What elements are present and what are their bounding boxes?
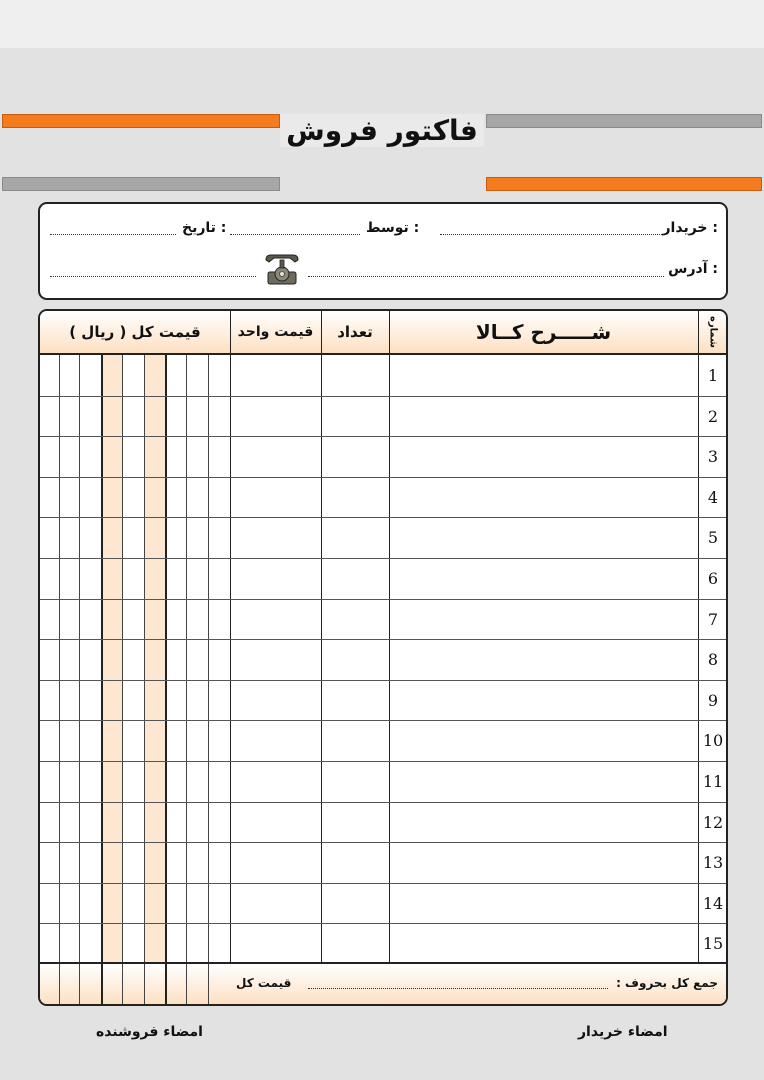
row-number: 5	[707, 528, 719, 548]
invoice-title: فاکتور فروش	[0, 114, 764, 147]
digit-line	[208, 964, 209, 1004]
by-field[interactable]	[230, 234, 360, 235]
table-header-row	[40, 311, 726, 355]
row-divider	[40, 436, 728, 437]
row-divider	[40, 761, 728, 762]
buyer-signature-label: امضاء خریدار	[578, 1024, 668, 1040]
row-divider	[40, 558, 728, 559]
buyer-field[interactable]	[440, 234, 666, 235]
row-divider	[40, 923, 728, 924]
digit-line	[59, 964, 60, 1004]
col-separator	[230, 311, 231, 1006]
table-footer-row	[40, 962, 726, 1004]
row-divider	[40, 802, 728, 803]
row-divider	[40, 396, 728, 397]
buyer-label: خریدار :	[662, 220, 718, 236]
row-number: 12	[702, 812, 724, 832]
row-number: 15	[702, 934, 724, 954]
total-label: قیمت کل	[236, 976, 292, 990]
sum-in-words-label: جمع کل بحروف :	[616, 976, 718, 990]
top-band	[0, 0, 764, 48]
row-divider	[40, 599, 728, 600]
col-header-total-price: قیمت کل ( ریال )	[69, 323, 201, 341]
address-label: آدرس :	[668, 261, 718, 277]
row-number: 13	[702, 853, 724, 873]
col-header-quantity: تعداد	[337, 323, 373, 341]
total-price-stripe-1	[102, 355, 122, 964]
items-table	[38, 309, 728, 1006]
decor-bar-orange-bottom	[486, 177, 762, 191]
row-divider	[40, 517, 728, 518]
sum-in-words-field[interactable]	[308, 988, 608, 989]
row-number: 10	[702, 731, 724, 751]
row-divider	[40, 842, 728, 843]
date-field[interactable]	[50, 234, 176, 235]
digit-line	[186, 964, 187, 1004]
digit-line	[165, 964, 167, 1004]
row-divider	[40, 883, 728, 884]
col-header-number: شماره	[707, 316, 719, 348]
row-number: 7	[707, 609, 719, 629]
row-number: 1	[707, 366, 719, 385]
row-number: 9	[707, 690, 719, 710]
row-divider	[40, 720, 728, 721]
by-label: توسط :	[366, 220, 420, 236]
customer-info-box	[38, 202, 728, 300]
row-divider	[40, 477, 728, 478]
col-header-description: شـــــرح کــالا	[475, 320, 612, 344]
digit-line	[122, 964, 123, 1004]
row-number: 11	[702, 772, 724, 791]
row-number: 2	[707, 406, 719, 426]
date-label: تاریخ :	[182, 220, 227, 236]
telephone-icon	[262, 252, 302, 286]
address-field[interactable]	[308, 276, 664, 277]
row-number: 4	[707, 487, 719, 507]
col-header-unit-price: قیمت واحد	[237, 324, 314, 340]
phone-field[interactable]	[50, 276, 256, 277]
row-number: 8	[707, 650, 719, 670]
digit-line	[101, 964, 103, 1004]
row-divider	[40, 639, 728, 640]
digit-line	[144, 964, 145, 1004]
row-number: 14	[702, 893, 724, 913]
row-number: 6	[707, 569, 719, 588]
col-separator	[389, 311, 390, 964]
decor-bar-gray-bottom	[2, 177, 280, 191]
row-divider	[40, 680, 728, 681]
total-price-stripe-2	[145, 355, 165, 964]
col-separator	[321, 311, 322, 964]
row-number: 3	[707, 447, 719, 467]
digit-line	[79, 964, 80, 1004]
seller-signature-label: امضاء فروشنده	[96, 1024, 203, 1040]
